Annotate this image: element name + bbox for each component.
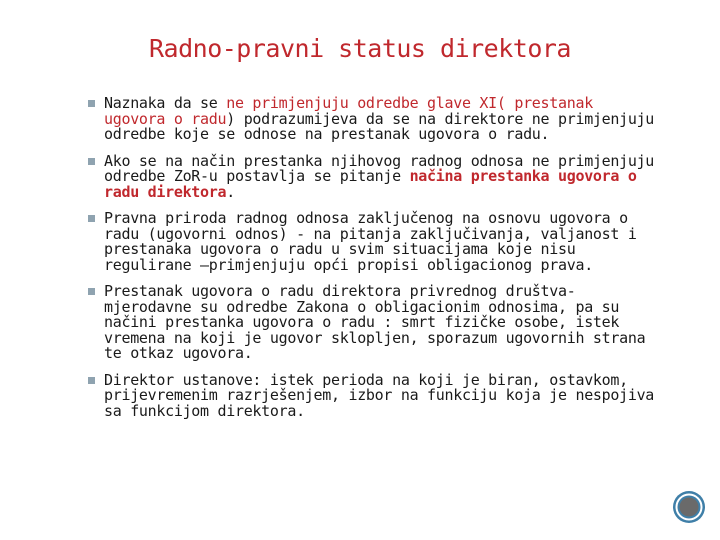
highlight-text: načina prestanka ugovora o radu direktora (104, 167, 637, 201)
square-bullet-icon (88, 377, 95, 384)
bullet-text: Direktor ustanove: istek perioda na koji je biran, ostavkom, prijevremenim razrješenjem, izbor na funkciju koja je nespojiva sa funkcijom direktora. (104, 370, 655, 420)
bullet-item (88, 151, 658, 201)
bullet-item (88, 211, 658, 273)
square-bullet-icon (88, 100, 95, 107)
slide-title: Radno-pravni status direktora (149, 34, 571, 63)
bullet-text: Ako se na način prestanka njihovog radnog odnosa ne primjenjuju odredbe ZoR-u postavlja se pitanje načina prestanka ugovora o radu direktora. (104, 151, 655, 201)
bullet-item (88, 370, 658, 420)
bullet-list (88, 96, 658, 430)
bullet-item (88, 284, 658, 362)
bullet-text: Pravna priroda radnog odnosa zaključenog na osnovu ugovora o radu (ugovorni odnos) - na pitanja zaključivanja, valjanost i prestanaka ugovora o radu u svim situacijama koje nisu regulirane –primjenjuju opći propisi obligacionog prava. (104, 209, 637, 274)
bullet-text: Prestanak ugovora o radu direktora privrednog društva- mjerodavne su odredbe Zakona o obligacionim odnosima, pa su načini prestanka ugovora o radu : smrt fizičke osobe, istek vremena na koji je ugovor sklopljen, sporazum ugovornih strana te otkaz ugovora. (104, 282, 646, 362)
bullet-item (88, 96, 658, 143)
highlight-text: ne primjenjuju odredbe glave XI( prestanak ugovora o radu (104, 94, 593, 128)
circular-logo-icon (672, 490, 706, 524)
square-bullet-icon (88, 215, 95, 222)
bullet-text: Naznaka da se ne primjenjuju odredbe glave XI( prestanak ugovora o radu) podrazumijeva da se na direktore ne primjenjuju odredbe koje se odnose na prestanak ugovora o radu. (104, 94, 655, 143)
square-bullet-icon (88, 158, 95, 165)
square-bullet-icon (88, 288, 95, 295)
